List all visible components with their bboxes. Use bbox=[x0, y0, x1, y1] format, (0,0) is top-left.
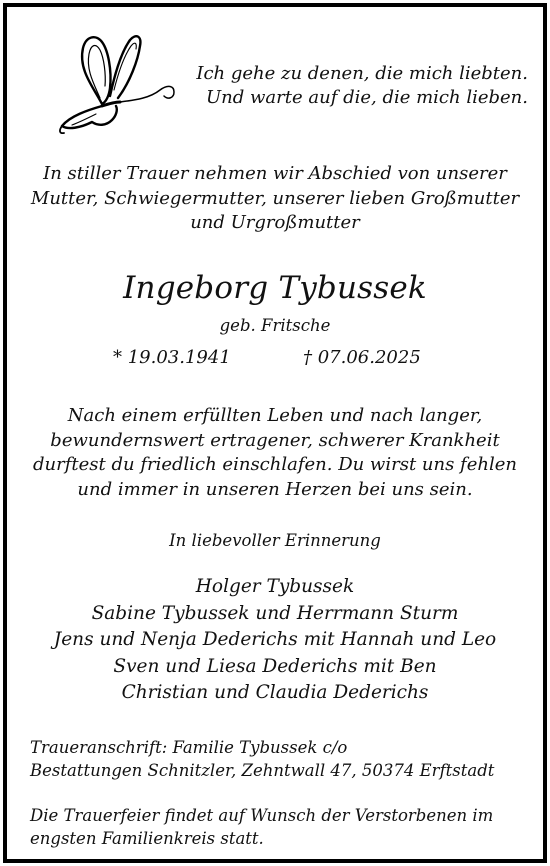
intro-text bbox=[10, 162, 540, 236]
mourner-name: Sabine Tybussek und Herrmann Sturm bbox=[91, 602, 459, 624]
intro-line: und Urgroßmutter bbox=[190, 212, 360, 233]
mourning-address bbox=[30, 736, 494, 782]
birth-name: geb. Fritsche bbox=[219, 316, 331, 335]
intro-line: In stiller Trauer nehmen wir Abschied von unserer bbox=[43, 163, 507, 184]
deceased-name: Ingeborg Tybussek bbox=[123, 270, 427, 306]
address-line: Traueranschrift: Familie Tybussek c/o bbox=[30, 738, 348, 757]
death-date: † 07.06.2025 bbox=[303, 347, 421, 368]
intro-line: Mutter, Schwiegermutter, unserer lieben Großmutter bbox=[30, 187, 520, 209]
obituary-line: und immer in unseren Herzen bei uns sein. bbox=[77, 478, 473, 500]
mourner-name: Sven und Liesa Dederichs mit Ben bbox=[113, 655, 437, 677]
obituary-line: durftest du friedlich einschlafen. Du wirst uns fehlen bbox=[33, 454, 517, 475]
address-line: Bestattungen Schnitzler, Zehntwall 47, 50374 Erftstadt bbox=[30, 761, 495, 780]
notice-line: Die Trauerfeier findet auf Wunsch der Verstorbenen im bbox=[30, 806, 494, 825]
mourner-name: Jens und Nenja Dederichs mit Hannah und Leo bbox=[53, 629, 497, 650]
obituary-line: bewundernswert ertragener, schwerer Krankheit bbox=[50, 429, 500, 451]
butterfly-icon bbox=[50, 30, 180, 142]
obituary-text bbox=[10, 404, 540, 502]
mourners-list bbox=[10, 574, 540, 707]
quote bbox=[196, 62, 528, 110]
remembrance-heading: In liebevoller Erinnerung bbox=[169, 531, 381, 550]
obituary-line: Nach einem erfüllten Leben und nach langer, bbox=[67, 405, 483, 426]
mourner-name: Christian und Claudia Dederichs bbox=[121, 682, 429, 703]
birth-date: * 19.03.1941 bbox=[113, 347, 231, 368]
quote-line: Und warte auf die, die mich lieben. bbox=[206, 87, 528, 108]
notice-line: engsten Familienkreis statt. bbox=[30, 829, 264, 848]
funeral-notice bbox=[30, 804, 493, 850]
mourner-name: Holger Tybussek bbox=[195, 576, 355, 597]
quote-line: Ich gehe zu denen, die mich liebten. bbox=[196, 63, 528, 84]
